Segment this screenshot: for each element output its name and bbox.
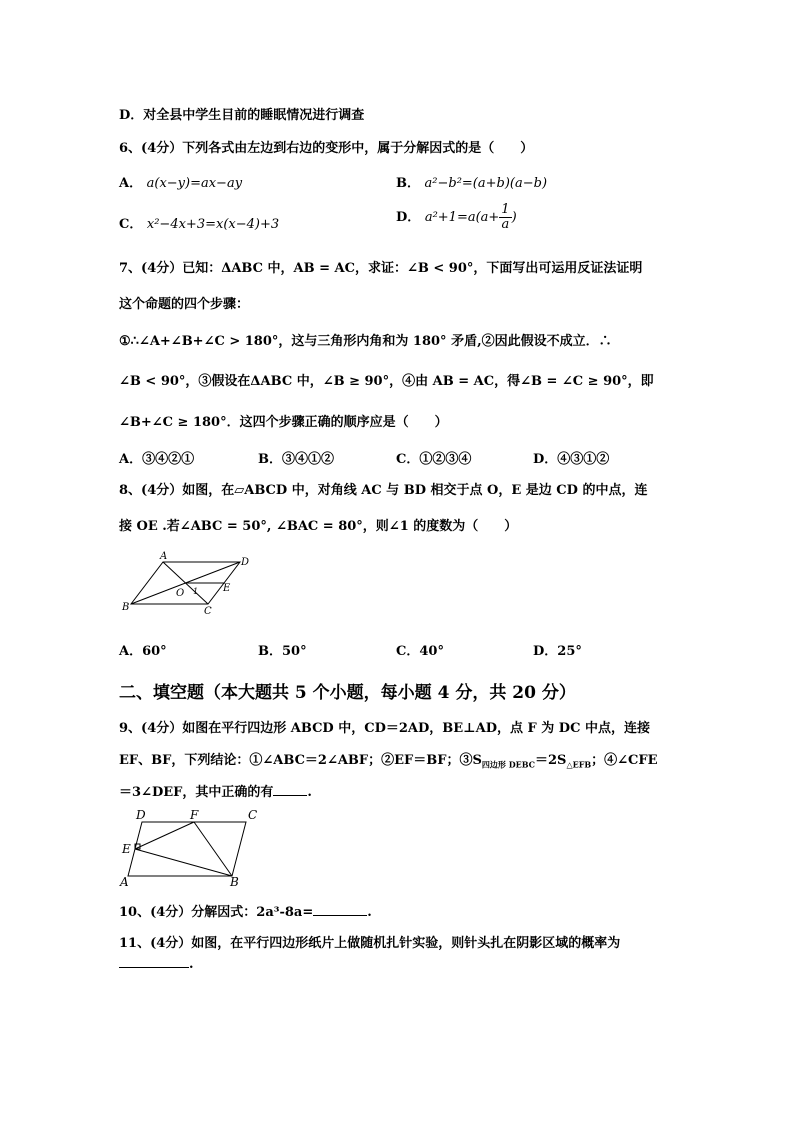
q8-option-d: D．25° [533, 644, 582, 659]
q8-option-c: C．40° [396, 644, 444, 659]
q7-line-4: ∠B < 90°，③假设在ΔABC 中，∠B ≥ 90°，④由 AB = AC，得∠B = ∠C ≥ 90°，即 [119, 374, 654, 389]
q6-option-b-label: B． [396, 176, 420, 191]
q11-end: . [189, 957, 194, 972]
q8-line-1: 8、(4分）如图，在▱ABCD 中，对角线 AC 与 BD 相交于点 O，E 是边 CD 的中点，连 [119, 483, 648, 498]
fig8-label-a: A [160, 551, 168, 562]
fig9-label-b: B [230, 875, 239, 888]
q9-line-1: 9、(4分）如图在平行四边形 ABCD 中，CD＝2AD，BE⊥AD，点 F 为 DC 中点，连接 [119, 721, 650, 736]
q9-line-2 [119, 749, 658, 771]
q9-line-2-pre: EF、BF，下列结论：①∠ABC＝2∠ABF；②EF＝BF；③S [119, 753, 482, 768]
q9-line-2-mid: ＝2S [535, 753, 567, 768]
q6-option-a [119, 172, 242, 191]
q6-option-c-label: C． [119, 217, 143, 232]
fig8-label-o: O [176, 588, 185, 599]
q7-option-d: D．④③①② [533, 452, 610, 467]
q10-line [119, 901, 372, 920]
q8-line-2: 接 OE .若∠ABC = 50°, ∠BAC = 80°，则∠1 的度数为（ ） [119, 519, 518, 534]
q9-parallelogram-figure [118, 806, 268, 888]
q7-line-3: ①∴∠A+∠B+∠C > 180°，这与三角形内角和为 180° 矛盾,②因此假设不成立．∴ [119, 334, 612, 349]
q7-option-c: C．①②③④ [396, 452, 472, 467]
q6-option-b [396, 172, 547, 191]
q10-text: 10、(4分）分解因式：2a³-8a= [119, 905, 314, 920]
segment-fb [194, 822, 232, 876]
q6-option-d-expr-pre: a²+1=a(a+ [424, 210, 500, 225]
q6-stem: 6、(4分）下列各式由左边到右边的变形中，属于分解因式的是（ ） [119, 141, 534, 156]
fraction-numerator: 1 [501, 202, 510, 217]
q9-subscript-quadrilateral: 四边形 DEBC [481, 759, 536, 770]
q9-subscript-triangle: △EFB [566, 759, 592, 770]
q9-line-3-text: ＝3∠DEF，其中正确的有 [119, 785, 274, 800]
q6-option-c [119, 213, 279, 232]
q6-option-c-expr: x²−4x+3=x(x−4)+3 [146, 217, 280, 232]
fig8-label-e: E [223, 583, 231, 594]
q6-option-a-expr: a(x−y)=ax−ay [146, 176, 243, 191]
q9-line-2-post: ；④∠CFE [591, 753, 658, 768]
fig9-label-d: D [136, 808, 146, 822]
q11-line-1: 11、(4分）如图，在平行四边形纸片上做随机扎针实验，则针头扎在阴影区域的概率为 [119, 936, 621, 951]
q10-end: . [367, 905, 372, 920]
q9-line-3 [119, 781, 312, 800]
q6-option-d-fraction [499, 203, 511, 232]
parallelogram-abcd [128, 822, 246, 876]
q5-option-d: D．对全县中学生目前的睡眠情况进行调查 [119, 108, 365, 123]
q11-answer-blank [119, 955, 189, 968]
q6-option-a-label: A． [119, 176, 143, 191]
q8-parallelogram-figure [118, 550, 258, 620]
q8-option-a: A．60° [119, 644, 167, 659]
fig8-label-c: C [204, 606, 212, 617]
q6-option-d-label: D． [396, 210, 421, 225]
q6-option-d [396, 203, 517, 232]
fig9-label-f: F [190, 808, 199, 822]
q10-answer-blank [313, 903, 367, 916]
q8-option-b: B．50° [258, 644, 307, 659]
q7-line-5: ∠B+∠C ≥ 180°．这四个步骤正确的顺序应是（ ） [119, 415, 448, 430]
fraction-denominator: a [501, 217, 510, 232]
q6-option-d-expr-post: ) [511, 210, 517, 225]
q7-line-1: 7、(4分）已知：ΔABC 中，AB = AC，求证：∠B < 90°，下面写出可运用反证法证明 [119, 261, 643, 276]
section-2-heading: 二、填空题（本大题共 5 个小题，每小题 4 分，共 20 分） [119, 683, 576, 703]
q9-line-3-end: . [307, 785, 312, 800]
fig8-label-b: B [122, 602, 130, 613]
fig9-label-a: A [120, 875, 129, 888]
segment-ef [135, 822, 194, 849]
q7-option-a: A．③④②① [119, 452, 195, 467]
q9-answer-blank [273, 783, 307, 796]
q6-option-b-expr: a²−b²=(a+b)(a−b) [424, 176, 548, 191]
q7-option-b: B．③④①② [258, 452, 334, 467]
fig8-label-d: D [241, 557, 250, 568]
q11-line-2 [119, 955, 194, 972]
fig9-label-e: E [122, 842, 131, 856]
segment-eb [135, 849, 232, 876]
fig8-label-angle-1: 1 [193, 587, 199, 596]
q7-line-2: 这个命题的四个步骤： [119, 297, 250, 312]
fig9-label-c: C [248, 808, 258, 822]
